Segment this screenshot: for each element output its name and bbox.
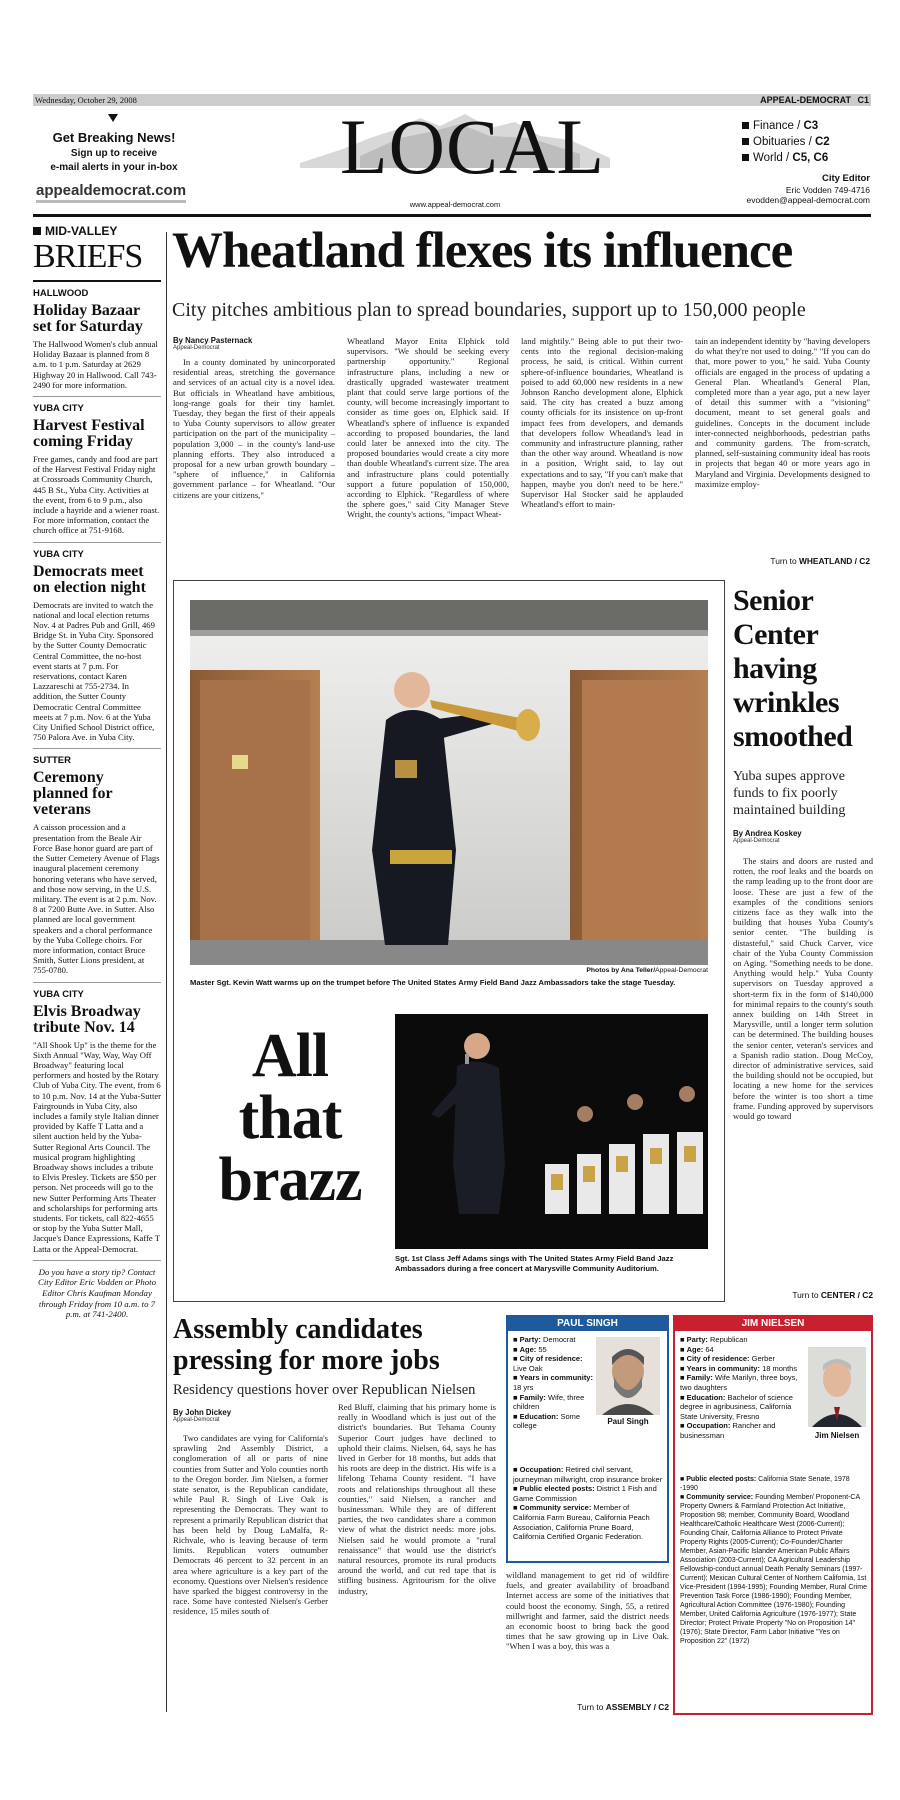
divider [33, 748, 161, 749]
profile-field: ■ Education: Bachelor of science degree in agribusiness, California State University, Fresno [680, 1392, 793, 1421]
assembly-byline: By John Dickey [173, 1408, 232, 1417]
triangle-down-icon [108, 114, 118, 122]
brief-item [33, 403, 161, 536]
logo-underline [36, 200, 186, 203]
senior-jump[interactable]: Turn to CENTER / C2 [792, 1290, 873, 1300]
photo-caption-1: Master Sgt. Kevin Watt warms up on the trumpet before The United States Army Field Band Jazz Ambassadors take the stage Tuesday. [190, 978, 676, 987]
editor-title: City Editor [821, 173, 870, 184]
section-title: LOCAL [340, 103, 605, 190]
senior-text: The stairs and doors are rusted and rotten, the roof leaks and the boards on the ramp leading up to the front door are loose. These are just a few of the examples of the conditions seniors citizens face as they walk into the building that houses Yuba County's senior center. "The building is distasteful," said Chuck Carver, vice chair of the Yuba County Commission on Aging. "Something needs to be done. Anything would help." Yuba County supervisors on Tuesday approved a short-term fix in the form of $140,000 for minimal repairs to the county's south annex building on 14th Street in Marysville, until a longer term solution can be determined. The building houses the senior center, veteran's services and a Spanish radio station. Doug McCoy, director of administrative services, said the building should not be occupied, but locating a new home for the services before the winter is too short a time frame. Funding approved by supervisors would go toward [733, 856, 873, 1122]
divider [33, 280, 161, 282]
brief-place: YUBA CITY [33, 548, 84, 560]
page-number: C1 [857, 95, 869, 105]
index-item[interactable]: Finance / C3 [742, 118, 877, 134]
portrait-icon [596, 1337, 660, 1415]
index-item[interactable]: World / C5, C6 [742, 150, 877, 166]
profile-field: ■ Party: Democrat [513, 1335, 576, 1344]
profile-field: ■ Community service: Founding Member/ Proponent-CA Property Owners & Farmland Protection Act Initiative, Proposition 98; member, Community Board, Woodland Healthcare/Catholic Healthcare West (2006-Current); Founding Chair, California Alliance to Protect Private Property Rights (2005-Current); Co-Founder/Charter Member, Asian-Pacific Islander American Public Affairs Association (2003-Current); CA Agricultural Leadership Fellowship-conduct annual Death Penalty Seminars (1997-Current); Mexican Cultural Center of Northern California, 1st Vice-President (1994-1995); Founding Member, Rural Crime Prevention Task Force (1986-1990); Founding Member, Agricultural Action Committee (1976-1980); Founding Member, United California Agriculture (1976-1977); State Director; Protect Private Property "No on Proposition 14" (1976); State Director, Farm Labor Initiative "Yes on Proposition 22" (1972) [680, 1494, 868, 1645]
brief-item [33, 989, 161, 1254]
nielsen-fields-top [680, 1335, 805, 1441]
photo-caption-2: Sgt. 1st Class Jeff Adams sings with The United States Army Field Band Jazz Ambassadors during a free concert at Marysville Community Auditorium. [395, 1254, 674, 1273]
divider [33, 396, 161, 397]
singh-fields-bottom [513, 1465, 663, 1542]
profile-field: ■ Age: 64 [680, 1344, 714, 1354]
brief-place: SUTTER [33, 755, 71, 767]
brief-text: "All Shook Up" is the theme for the Sixth Annual "Way, Way, Way Off Broadway" featuring local performers and hosted by the Rotary Club of Yuba City. The event, from 6 to 10 p.m. Nov. 14 at the Yuba-Sutter Fairgrounds in Yuba City, also includes a family style Italian dinner provided by Kaffe T Latta and a silent auction held by the Yuba-Sutter Regional Arts Council. The musical program highlighting Broadway shows includes a tribute to Elvis Presley. Tickets are $50 per person. Net proceeds will go to the new Sutter Performing Arts Theater and scholarships for performing arts students. For tickets, call 822-4655 or stop by the Yuba Sutter Mall, Jacque's Dance Expressions, Kaffe T Latta or the Appeal-Democrat. [33, 1039, 162, 1254]
brief-item [33, 755, 161, 975]
singh-photo [596, 1337, 660, 1415]
brief-text: Free games, candy and food are part of the Harvest Festival Friday night at Crossroads Community Church, 445 B St., Yuba City. Activities at the event, from 6 to 9 p.m., also include a hayride and a wiener roast. For more information, contact the church office at 751-9168. [33, 454, 160, 536]
assembly-col-2: Red Bluff, claiming that his primary home is really in Woodland which is just out of the district's boundaries. But Tehama County Superior Court judges have declined to uphold their claims. Nielsen, 64, says he has lived in Gerber for 18 months, but adds that his roots are deep in the district. His wife is a lifelong Tehama County resident. "I have roots and relationships throughout all these counties," said Nielsen, a rancher and businessman. While they are of different parties, the two candidates share a common view of what the district needs: more jobs. Nielsen said he would promote a "rural renaissance" that would use the district's natural resources, promote its rural products around the world, and cut red tape that is stifling business. Agritourism for the olive industry, [338, 1402, 496, 1596]
photo-credit: Photos by Ana Teller/Appeal-Democrat [586, 967, 708, 974]
site-logo[interactable]: appealdemocrat.com [36, 182, 187, 199]
portrait-icon [808, 1347, 866, 1427]
lead-jump[interactable]: Turn to WHEATLAND / C2 [770, 556, 870, 566]
senior-agency: Appeal-Democrat [733, 838, 780, 844]
brief-item [33, 549, 161, 743]
assembly-col-1 [173, 1408, 328, 1617]
nielsen-box-title: JIM NIELSEN [675, 1317, 871, 1331]
column-divider [166, 232, 167, 1712]
singh-box-title: PAUL SINGH [508, 1317, 667, 1331]
profile-field: ■ Public elected posts: California State Senate, 1978 -1990 [680, 1476, 850, 1492]
profile-field: ■ City of residence: Gerber [680, 1354, 775, 1364]
singh-photo-name: Paul Singh [607, 1417, 649, 1426]
masthead-rule [33, 214, 871, 217]
nielsen-profile-box [673, 1315, 873, 1715]
lead-deck: City pitches ambitious plan to spread boundaries, support up to 150,000 people [172, 299, 806, 321]
brief-text: The Hallwood Women's club annual Holiday Bazaar is planned from 8 a.m. to 1 p.m. Saturday at 2629 Highway 20 in Hallwood. Call 743-2490 for more information. [33, 339, 158, 390]
paper-name: APPEAL-DEMOCRAT [760, 95, 851, 105]
assembly-agency: Appeal-Democrat [173, 1417, 220, 1423]
briefs-column [33, 224, 161, 1714]
assembly-deck: Residency questions hover over Republican Nielsen [173, 1382, 476, 1398]
photo-headline: All that brazz [218, 1022, 362, 1214]
breaking-news-promo[interactable] [34, 112, 194, 212]
brief-headline: Harvest Festival coming Friday [33, 417, 145, 451]
lead-col-2: Wheatland Mayor Enita Elphick told supervisors. "We should be seeking every partnership opportunity." Regional infrastructure plans, including a new or drastically upgraded wastewater treatment plant that could serve large portions of the county, will become increasingly important to consider as time goes on, Elphick said. If Wheatland's sphere of influence is expanded according to proposed boundaries, the land could later be annexed into the city. The proposed boundaries would create a city more than double Wheatland's current size. The area and infrastructure plans could potentially support a future population of 150,000, according to Elphick. "Regardless of where the sphere goes," said City Manager Steve Wright, the county's actions, "impact Wheat- [347, 336, 509, 520]
brief-headline: Holiday Bazaar set for Saturday [33, 302, 143, 335]
lead-col-4: tain an independent identity by "having developers do what they're not used to doing." "If you can do that, more power to you," he said. Yuba County officials are engaged in the process of updating a General Plan. Wheatland's General Plan, completed more than a year ago, put a new layer of detail this summer with a "visioning" document, meant to set general goals and guidelines. Concepts in the document include inter-connected neighborhoods, pedestrian paths and community gardens. The from-scratch, planned, self-sustaining community ideal has roots in projects that began 40 or more years ago in Maryland and Virginia. Developments designed to maximize employ- [695, 336, 870, 489]
brief-item [33, 288, 161, 390]
brief-text: Democrats are invited to watch the national and local election returns Nov. 4 at Padres Pub and Grill, 469 Bridge St. in Yuba City. Sponsored by the Sutter County Democratic Central Committee, the no-host event starts at 7 p.m. For reservations, contact Karen Lazzareschi at 755-2734. In addition, the Sutter County Democratic Central Committee meets at 7 p.m. Nov. 6 at the Yuba City Unified School District office, 750 Palora Ave. in Yuba City. [33, 599, 155, 743]
website-url[interactable]: www.appeal-democrat.com [409, 200, 501, 209]
trumpet-photo[interactable] [190, 600, 708, 965]
singh-profile-box [506, 1315, 669, 1563]
assembly-col-3: wildland management to get rid of wildfire fuels, and greater availability of broadband Internet access are some of the initiatives that could boost the economy. Singh, 55, a retired millwright and farmer, said the district needs an economic boost to bring back the good times that he saw growing up in Live Oak. "When I was a boy, this was a [506, 1570, 669, 1652]
brief-place: YUBA CITY [33, 988, 84, 1000]
editor-contact [730, 174, 870, 206]
brief-headline: Ceremony planned for veterans [33, 769, 113, 819]
brief-text: A caisson procession and a presentation from the Beale Air Force Base honor guard are part of the Sutter Cemetery Avenue of Flags inaugural placement ceremony honoring veterans who have served, and those now serving, in the U.S. military. The event is at 2 p.m. Nov. 8 at 7200 Butte Ave. in Sutter. Also planned are local government speakers and a choral performance by the Yuba College choirs. For more information, contact Bruce Smith, Sutter Lions president, at 755-0780. [33, 822, 160, 976]
story-tip: Do you have a story tip? Contact City Editor Eric Vodden or Photo Editor Chris Kaufman Monday through Friday from 10 a.m. to 7 p.m. at 741-2400. [37, 1266, 156, 1320]
profile-field: ■ Age: 55 [513, 1344, 547, 1354]
briefs-kicker: MID-VALLEY [33, 224, 161, 238]
profile-field: ■ Education: Some college [513, 1411, 581, 1431]
divider [33, 542, 161, 543]
brief-place: HALLWOOD [33, 288, 89, 299]
lead-headline: Wheatland flexes its influence [172, 223, 793, 279]
senior-deck: Yuba supes approve funds to fix poorly maintained building [733, 769, 846, 818]
profile-field: ■ Family: Wife, three children [513, 1392, 585, 1412]
profile-field: ■ Community service: Member of California Farm Bureau, California Peach Association, California Prune Board, California Certified Organic Federation. [513, 1503, 650, 1542]
brief-headline: Democrats meet on election night [33, 562, 146, 596]
lead-text: In a county dominated by unincorporated residential areas, stretching the governance and services of an actual city is a novel idea. But officials in Wheatland have ambitious, long-range goals for their tiny hamlet. Tuesday, they began the first of their appeals to Yuba County supervisors to allow greater participation on the part of the municipality – population 3,000 – in the county's land-use planning efforts. They also introduced a proposal for a new urban growth boundary – "sphere of influence," in California government parlance – for Wheatland. "Our citizens are your citizens," [173, 357, 335, 500]
singer-image-icon [395, 1014, 708, 1249]
lead-col-3: land mightily." Being able to put their two-cents into the regional decision-making process, he said, is critical. Within current sphere-of-influence boundaries, Wheatland is poised to add 60,000 new residents in a new Johnson Rancho development alone, Elphick said. The city has created a buzz among county officials for its insistence on up-front impact fees from developers, and demands that developers follow Wheatland's lead in community and infrastructure planning, rather than the other way around. Wheatland is now in a position, Wright said, to lay out expectations and to say, "If you can't make that happen, maybe you don't need to be here." Supervisor Hal Stocker said he applauded Wheatland's effort to main- [521, 336, 683, 510]
profile-field: ■ City of residence: Live Oak [513, 1354, 583, 1373]
assembly-headline: Assembly candidates pressing for more jobs [173, 1314, 440, 1376]
singh-fields-top [513, 1335, 593, 1431]
assembly-text: Two candidates are vying for California's sprawling 2nd Assembly District, a conglomeration of all or parts of nine counties from Sutter and Yolo counties north to the Oregon border. Jim Nielsen, a former state senator, is the Republican candidate, while Paul R. Singh of Live Oak is representing the Democrats. They want to represent a primarily Republican district that has been held by Doug LaMalfa, R-Richvale, who is leaving because of term limits. Republican voters outnumber Democrats 46 percent to 32 percent in an area where agriculture is a key part of the economy. Questions over Nielsen's residence have sparked the biggest controversy in the race. Some have contested Nielsen's Gerber residence, 15 miles south of [173, 1433, 328, 1617]
profile-field: ■ Party: Republican [680, 1335, 748, 1344]
lead-col-1 [173, 336, 335, 500]
brief-place: YUBA CITY [33, 403, 84, 415]
brief-headline: Elvis Broadway tribute Nov. 14 [33, 1002, 141, 1036]
profile-field: ■ Public elected posts: District 1 Fish and Game Commission [513, 1484, 657, 1503]
senior-headline: Senior Center having wrinkles smoothed [733, 584, 853, 753]
issue-date: Wednesday, October 29, 2008 [35, 95, 137, 105]
singer-photo[interactable] [395, 1014, 708, 1249]
profile-field: ■ Occupation: Retired civil servant, journeyman millwright, crop insurance broker [513, 1465, 663, 1484]
section-masthead [300, 103, 610, 214]
page-index [742, 118, 877, 166]
senior-byline: By Andrea Koskey [733, 829, 802, 838]
profile-field: ■ Years in community: 18 months [680, 1363, 798, 1373]
lead-agency: Appeal-Democrat [173, 345, 220, 351]
senior-story [733, 584, 873, 1121]
editor-email[interactable]: evodden@appeal-democrat.com [746, 195, 870, 205]
profile-field: ■ Occupation: Rancher and businessman [680, 1421, 776, 1440]
nielsen-fields-bottom [680, 1475, 868, 1646]
promo-line-2: Sign up to receive [70, 148, 158, 159]
assembly-jump[interactable]: Turn to ASSEMBLY / C2 [577, 1702, 669, 1712]
promo-headline: Get Breaking News! [52, 130, 176, 145]
promo-line-3: e-mail alerts in your in-box [50, 162, 178, 173]
trumpeter-image-icon [190, 600, 708, 965]
nielsen-photo [808, 1347, 866, 1427]
profile-field: ■ Years in community: 18 yrs [513, 1373, 593, 1392]
profile-field: ■ Family: Wife Marilyn, three boys, two daughters [680, 1373, 798, 1392]
editor-name: Eric Vodden 749-4716 [785, 184, 870, 195]
index-item[interactable]: Obituaries / C2 [742, 134, 877, 150]
divider [33, 1260, 161, 1261]
nielsen-photo-name: Jim Nielsen [814, 1431, 860, 1440]
briefs-title: BRIEFS [33, 238, 143, 275]
divider [33, 982, 161, 983]
lead-byline: By Nancy Pasternack [173, 336, 253, 345]
